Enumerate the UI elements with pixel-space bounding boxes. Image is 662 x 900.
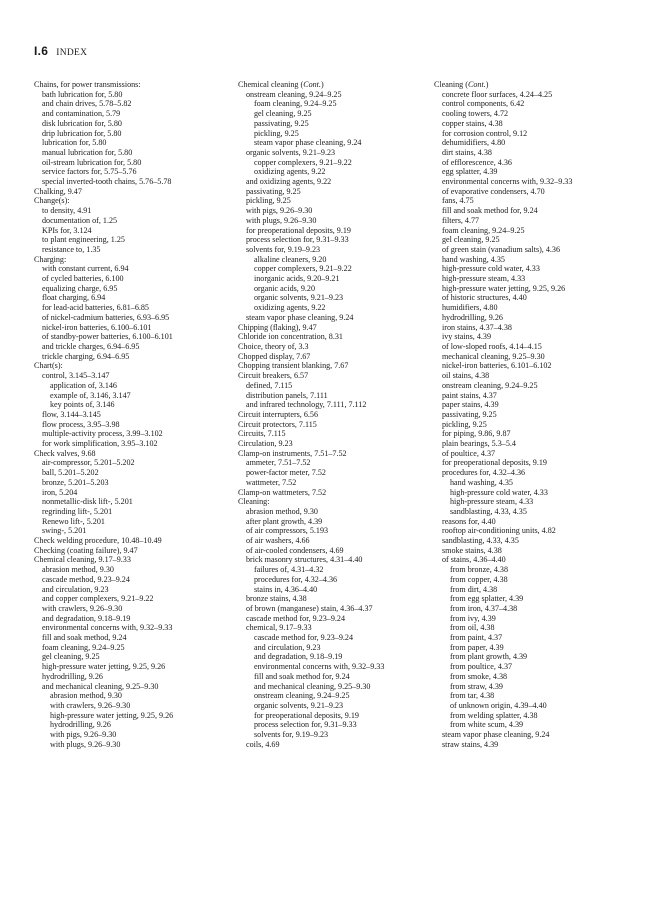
index-subentry: manual lubrication for, 5.80 [42,147,133,157]
index-subentry: of historic structures, 4.40 [442,293,527,303]
index-subentry: and circulation, 9.23 [254,642,321,652]
page-header [34,44,87,60]
index-subentry: wattmeter, 7.52 [246,477,297,487]
index-column-3 [434,80,624,750]
index-subentry: humidifiers, 4.80 [442,303,498,313]
index-subentry: iron, 5.204 [42,487,78,497]
index-subentry: sandblasting, 4.33, 4.35 [442,536,519,546]
index-subentry: from white scum, 4.39 [450,720,524,730]
index-subentry: with plugs, 9.26–9.30 [50,739,121,749]
index-main-entry: Circuit protectors, 7.115 [238,419,317,429]
index-subentry: after plant growth, 4.39 [246,516,323,526]
index-main-entry: Circuits, 7.115 [238,429,286,439]
index-subentry: example of, 3.146, 3.147 [50,390,131,400]
index-subentry: ammeter, 7.51–7.52 [246,458,311,468]
index-main-entry: Chloride ion concentration, 8.31 [238,332,343,342]
index-main-entry: Circuit breakers, 6.57 [238,371,309,381]
index-subentry: passivating, 9.25 [442,409,497,419]
index-subentry: Renewo lift-, 5.201 [42,516,105,526]
index-subentry: brick masonry structures, 4.31–4.40 [246,555,363,565]
index-main-entry: Charging: [34,254,67,264]
index-subentry: from ivy, 4.39 [450,613,496,623]
index-subentry: solvents for, 9.19–9.23 [254,730,329,740]
index-subentry: mechanical cleaning, 9.25–9.30 [442,351,545,361]
index-main-entry: Clamp-on instruments, 7.51–7.52 [238,448,347,458]
index-subentry: of air-cooled condensers, 4.69 [246,545,344,555]
index-subentry: equalizing charge, 6.95 [42,283,118,293]
index-subentry: organic solvents, 9.21–9.23 [246,147,336,157]
index-subentry: and mechanical cleaning, 9.25–9.30 [254,681,371,691]
index-subentry: environmental concerns with, 9.32–9.33 [42,623,173,633]
index-subentry: fill and soak method, 9.24 [42,633,127,643]
index-subentry: special inverted-tooth chains, 5.76–5.78 [42,177,172,187]
index-subentry: from plant growth, 4.39 [450,652,528,662]
index-subentry: foam cleaning, 9.24–9.25 [442,225,525,235]
index-subentry: rooftop air-conditioning units, 4.82 [442,526,556,536]
index-subentry: of unknown origin, 4.39–4.40 [450,701,547,710]
index-subentry: from smoke, 4.38 [450,671,508,681]
index-subentry: environmental concerns with, 9.32–9.33 [442,177,573,187]
index-subentry: of nickel-cadmium batteries, 6.93–6.95 [42,312,170,322]
index-subentry: from iron, 4.37–4.38 [450,603,518,613]
index-subentry: gel cleaning, 9.25 [254,109,312,119]
index-subentry: and circulation, 9.23 [42,584,109,594]
index-subentry: concrete floor surfaces, 4.24–4.25 [442,89,553,99]
index-subentry: hydrodrilling, 9.26 [442,312,503,322]
index-subentry: drip lubrication for, 5.80 [42,128,122,138]
index-subentry: from paint, 4.37 [450,633,503,643]
index-subentry: and chain drives, 5.78–5.82 [42,99,132,109]
index-subentry: procedures for, 4.32–4.36 [442,468,526,478]
index-subentry: documentation of, 1.25 [42,215,118,225]
index-subentry: disk lubrication for, 5.80 [42,118,122,128]
index-subentry: high-pressure water jetting, 9.25, 9.26 [50,710,174,720]
index-subentry: from dirt, 4.38 [450,584,498,594]
index-subentry: alkaline cleaners, 9.20 [254,254,327,264]
index-subentry: float charging, 6.94 [42,293,106,303]
index-main-entry: Check welding procedure, 10.48–10.49 [34,536,162,546]
index-subentry: with pigs, 9.26–9.30 [246,206,313,216]
index-subentry: and copper complexers, 9.21–9.22 [42,594,154,604]
index-subentry: bronze stains, 4.38 [246,594,307,604]
index-subentry: bath lubrication for, 5.80 [42,89,123,99]
index-subentry: of efflorescence, 4.36 [442,157,512,167]
index-main-entry: Change(s): [34,196,70,206]
index-subentry: dirt stains, 4.38 [442,147,492,157]
index-subentry: smoke stains, 4.38 [442,545,502,555]
index-subentry: multiple-activity process, 3.99–3.102 [42,429,163,439]
index-subentry: ball, 5.201–5.202 [42,468,99,478]
index-subentry: dehumidifiers, 4.80 [442,138,506,148]
index-subentry: of brown (manganese) stain, 4.36–4.37 [246,603,373,613]
index-subentry: for preoperational deposits, 9.19 [254,710,359,720]
index-subentry: flow process, 3.95–3.98 [42,419,120,429]
index-subentry: high-pressure steam, 4.33 [450,497,534,507]
index-subentry: process selection for, 9.31–9.33 [254,720,357,730]
index-main-entry: Chopping transient blanking, 7.67 [238,361,349,371]
index-subentry: from oil, 4.38 [450,623,495,633]
index-subentry: pickling, 9.25 [254,128,299,138]
index-subentry: passivating, 9.25 [254,118,309,128]
index-subentry: with constant current, 6.94 [42,264,129,274]
index-subentry: oil-stream lubrication for, 5.80 [42,157,142,167]
index-subentry: nickel-iron batteries, 6.101–6.102 [442,361,552,371]
index-subentry: procedures for, 4.32–4.36 [254,574,338,584]
index-subentry: reasons for, 4.40 [442,516,496,526]
index-subentry: high-pressure cold water, 4.33 [442,264,540,274]
index-subentry: key points of, 3.146 [50,400,115,410]
index-subentry: from straw, 4.39 [450,681,503,691]
index-subentry: hand washing, 4.35 [450,477,513,487]
index-main-entry: Chains, for power transmissions: [34,80,141,89]
index-subentry: sandblasting, 4.33, 4.35 [450,506,527,516]
index-subentry: with pigs, 9.26–9.30 [50,730,117,740]
index-subentry: for corrosion control, 9.12 [442,128,528,138]
index-subentry: cascade method, 9.23–9.24 [42,574,130,584]
index-subentry: onstream cleaning, 9.24–9.25 [246,89,342,99]
index-subentry: of air compressors, 5.193 [246,526,329,536]
index-subentry: steam vapor phase cleaning, 9.24 [254,138,362,148]
index-subentry: from bronze, 4.38 [450,565,508,575]
index-subentry: high-pressure water jetting, 9.25, 9.26 [42,662,166,672]
index-subentry: for preoperational deposits, 9.19 [442,458,547,468]
index-subentry: with crawlers, 9.26–9.30 [50,701,131,710]
index-subentry: service factors for, 5.75–5.76 [42,167,137,177]
index-subentry: of cycled batteries, 6.100 [42,274,124,284]
index-main-entry: Cleaning (Cont.) [434,80,489,89]
index-subentry: from copper, 4.38 [450,574,508,584]
running-head-title: INDEX [56,48,88,58]
index-main-entry: Clamp-on wattmeters, 7.52 [238,487,327,497]
index-subentry: nickel-iron batteries, 6.100–6.101 [42,322,152,332]
index-main-entry: Chart(s): [34,361,63,371]
index-subentry: organic solvents, 9.21–9.23 [254,293,344,303]
index-column-2 [238,80,428,750]
index-subentry: with plugs, 9.26–9.30 [246,215,317,225]
index-subentry: steam vapor phase cleaning, 9.24 [442,730,550,740]
index-subentry: control components, 6.42 [442,99,525,109]
index-subentry: organic acids, 9.20 [254,283,315,293]
index-subentry: failures of, 4.31–4.32 [254,565,324,575]
index-subentry: abrasion method, 9.30 [42,565,114,575]
index-subentry: filters, 4.77 [442,215,480,225]
index-subentry: from welding splatter, 4.38 [450,710,538,720]
index-subentry: lubrication for, 5.80 [42,138,107,148]
index-main-entry: Choice, theory of, 3.3 [238,341,309,351]
index-subentry: inorganic acids, 9.20–9.21 [254,274,340,284]
index-subentry: abrasion method, 9.30 [246,506,318,516]
index-subentry: of stains, 4.36–4.40 [442,555,506,565]
index-subentry: oxidizing agents, 9.22 [254,303,326,313]
index-subentry: for lead-acid batteries, 6.81–6.85 [42,303,149,313]
index-main-entry: Chemical cleaning, 9.17–9.33 [34,555,131,565]
index-subentry: and oxidizing agents, 9.22 [246,177,332,187]
index-subentry: for piping, 9.86, 9.87 [442,429,511,439]
index-main-entry: Check valves, 9.68 [34,448,96,458]
index-subentry: organic solvents, 9.21–9.23 [254,701,344,710]
index-subentry: hydrodrilling, 9.26 [42,671,103,681]
index-subentry: and infrared technology, 7.111, 7.112 [246,400,367,410]
index-subentry: resistance to, 1.35 [42,244,101,254]
index-subentry: cascade method for, 9.23–9.24 [254,633,354,643]
index-subentry: paint stains, 4.37 [442,390,497,400]
index-subentry: abrasion method, 9.30 [50,691,122,701]
index-main-entry: Chipping (flaking), 9.47 [238,322,317,332]
index-subentry: of evaporative condensers, 4.70 [442,186,545,196]
index-subentry: of poultice, 4.37 [442,448,496,458]
index-subentry: and contamination, 5.79 [42,109,121,119]
index-subentry: high-pressure cold water, 4.33 [450,487,548,497]
index-subentry: oxidizing agents, 9.22 [254,167,326,177]
index-subentry: copper complexers, 9.21–9.22 [254,264,352,274]
index-subentry: nonmetallic-disk lift-, 5.201 [42,497,133,507]
index-subentry: flow, 3.144–3.145 [42,409,101,419]
index-subentry: pickling, 9.25 [246,196,291,206]
index-subentry: stains in, 4.36–4.40 [254,584,318,594]
index-main-entry: Chopped display, 7.67 [238,351,311,361]
index-subentry: of low-sloped roofs, 4.14–4.15 [442,341,542,351]
index-subentry: onstream cleaning, 9.24–9.25 [254,691,350,701]
index-subentry: from poultice, 4.37 [450,662,513,672]
index-subentry: application of, 3.146 [50,380,117,390]
index-subentry: air-compressor, 5.201–5.202 [42,458,135,468]
index-subentry: fill and soak method for, 9.24 [254,671,350,681]
index-subentry: from egg splatter, 4.39 [450,594,524,604]
index-subentry: swing-, 5.201 [42,526,87,536]
index-subentry: for preoperational deposits, 9.19 [246,225,351,235]
index-subentry: control, 3.145–3.147 [42,371,110,381]
index-subentry: hydrodrilling, 9.26 [50,720,111,730]
index-main-entry: Circuit interrupters, 6.56 [238,409,319,419]
index-subentry: with crawlers, 9.26–9.30 [42,603,123,613]
index-main-entry: Cleaning: [238,497,270,507]
index-subentry: defined, 7.115 [246,380,293,390]
index-subentry: from tar, 4.38 [450,691,495,701]
index-subentry: fans, 4.75 [442,196,474,206]
index-subentry: high-pressure steam, 4.33 [442,274,526,284]
index-main-entry: Checking (coating failure), 9.47 [34,545,138,555]
index-subentry: copper stains, 4.38 [442,118,503,128]
index-subentry: high-pressure water jetting, 9.25, 9.26 [442,283,566,293]
index-main-entry: Chalking, 9.47 [34,186,82,196]
index-subentry: solvents for, 9.19–9.23 [246,244,321,254]
index-subentry: regrinding lift-, 5.201 [42,506,113,516]
index-subentry: for work simplification, 3.95–3.102 [42,439,158,449]
index-subentry: paper stains, 4.39 [442,400,499,410]
index-main-entry: Circulation, 9.23 [238,439,293,449]
index-column-1 [34,80,224,750]
index-subentry: distribution panels, 7.111 [246,390,328,400]
index-subentry: to density, 4.91 [42,206,92,216]
index-subentry: iron stains, 4.37–4.38 [442,322,512,332]
index-subentry: foam cleaning, 9.24–9.25 [42,642,125,652]
index-subentry: and degradation, 9.18–9.19 [42,613,131,623]
index-subentry: coils, 4.69 [246,739,280,749]
index-subentry: from paper, 4.39 [450,642,504,652]
index-subentry: KPIs for, 3.124 [42,225,92,235]
index-subentry: foam cleaning, 9.24–9.25 [254,99,337,109]
index-subentry: onstream cleaning, 9.24–9.25 [442,380,538,390]
index-subentry: trickle charging, 6.94–6.95 [42,351,130,361]
index-subentry: process selection for, 9.31–9.33 [246,235,349,245]
index-subentry: ivy stains, 4.39 [442,332,492,342]
index-subentry: of standby-power batteries, 6.100–6.101 [42,332,173,342]
index-subentry: and mechanical cleaning, 9.25–9.30 [42,681,159,691]
index-subentry: to plant engineering, 1.25 [42,235,125,245]
index-subentry: environmental concerns with, 9.32–9.33 [254,662,385,672]
index-subentry: power-factor meter, 7.52 [246,468,326,478]
index-subentry: fill and soak method for, 9.24 [442,206,538,216]
index-subentry: gel cleaning, 9.25 [442,235,500,245]
index-subentry: chemical, 9.17–9.33 [246,623,312,633]
index-subentry: and trickle charges, 6.94–6.95 [42,341,140,351]
index-subentry: gel cleaning, 9.25 [42,652,100,662]
index-subentry: hand washing, 4.35 [442,254,505,264]
index-subentry: plain bearings, 5.3–5.4 [442,439,516,449]
index-subentry: straw stains, 4.39 [442,739,499,749]
page-number: I.6 [34,44,49,58]
index-subentry: cooling towers, 4.72 [442,109,509,119]
index-subentry: oil stains, 4.38 [442,371,490,381]
index-subentry: passivating, 9.25 [246,186,301,196]
index-subentry: pickling, 9.25 [442,419,487,429]
index-main-entry: Chemical cleaning (Cont.) [238,80,324,89]
index-subentry: of air washers, 4.66 [246,536,310,546]
index-subentry: and degradation, 9.18–9.19 [254,652,343,662]
index-subentry: bronze, 5.201–5.203 [42,477,109,487]
index-subentry: of green stain (vanadium salts), 4.36 [442,244,561,254]
index-subentry: steam vapor phase cleaning, 9.24 [246,312,354,322]
index-subentry: copper complexers, 9.21–9.22 [254,157,352,167]
index-subentry: cascade method for, 9.23–9.24 [246,613,346,623]
index-subentry: egg splatter, 4.39 [442,167,498,177]
